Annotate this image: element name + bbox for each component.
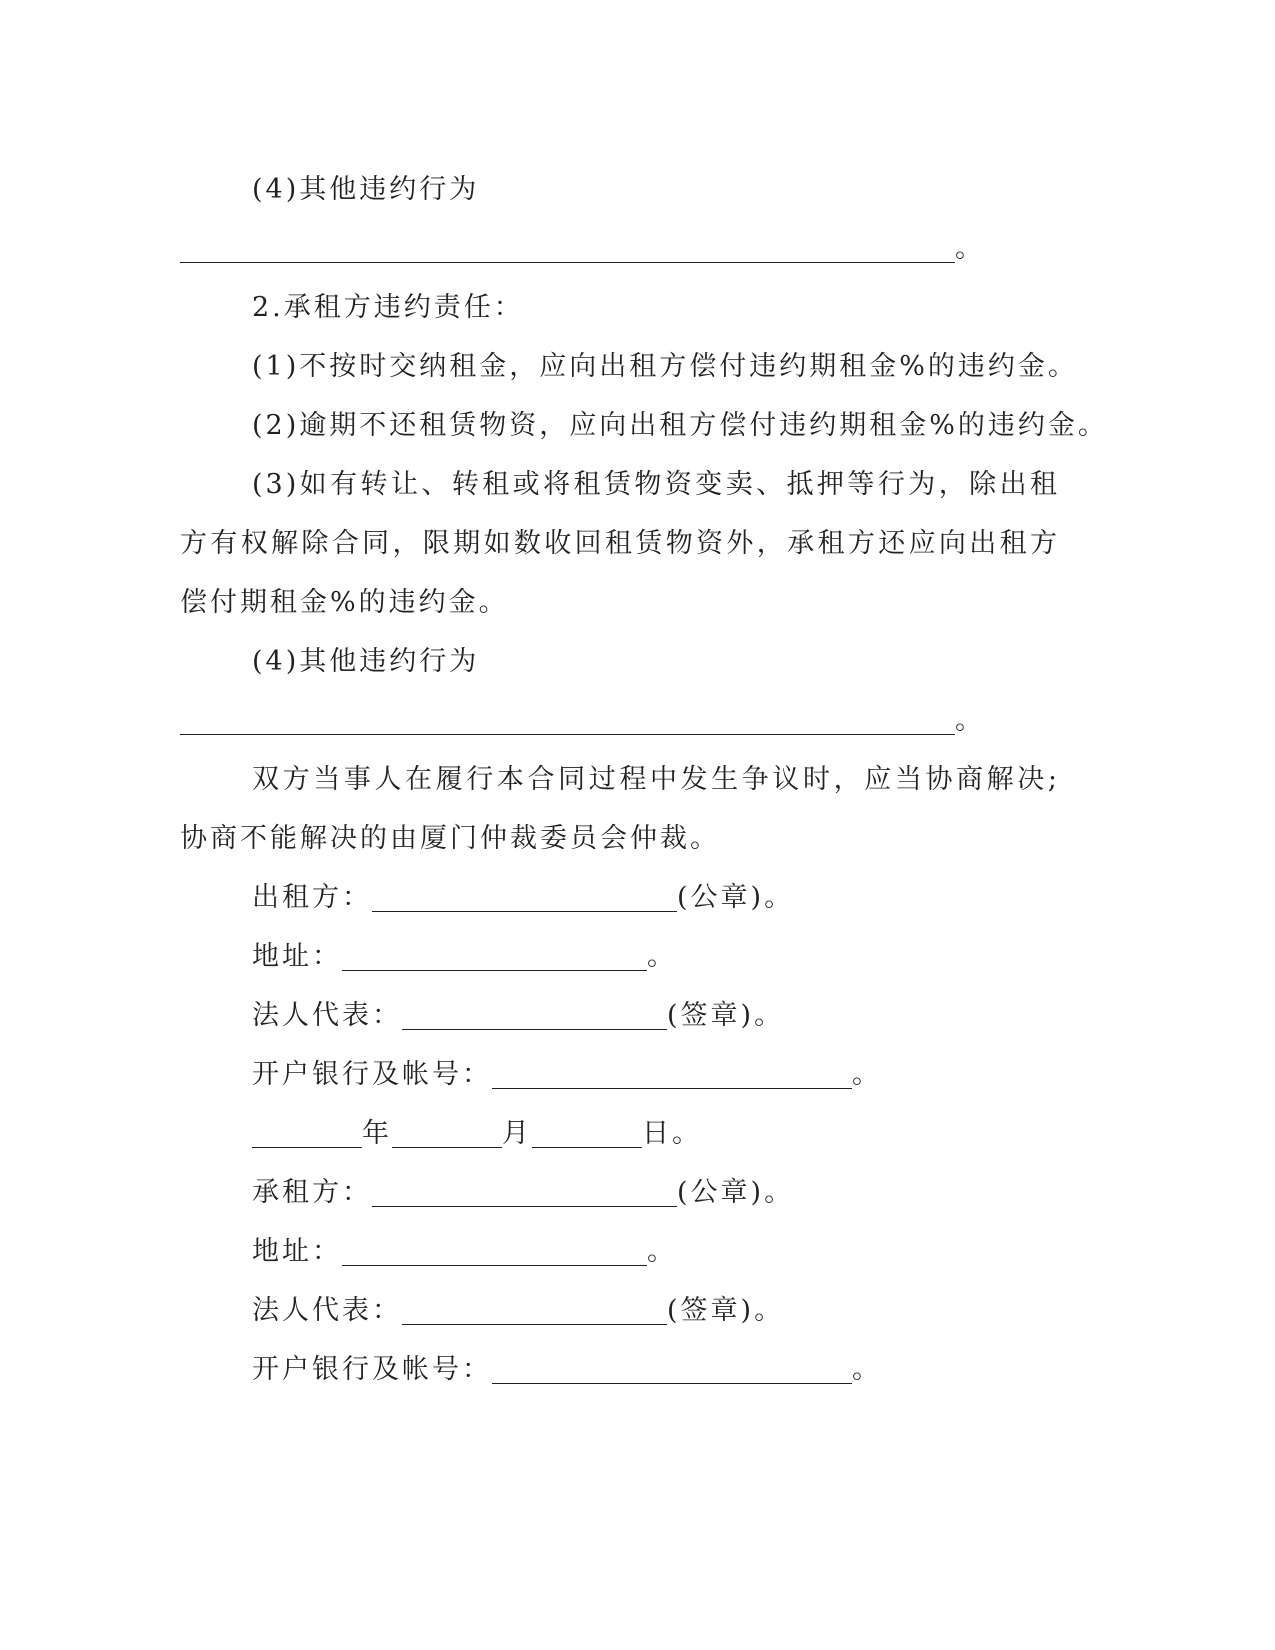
lessee-rep-line [180,1281,1060,1340]
document-body [180,160,1108,1399]
bank-label: 开户银行及帐号： [252,1059,492,1090]
lessor-address-field[interactable] [342,940,647,971]
lessor-label: 出租方： [252,882,372,913]
year-label: 年 [362,1118,392,1149]
lessor-address-line [180,927,1060,986]
lessor-rep-field[interactable] [402,999,667,1030]
day-label: 日。 [642,1118,702,1149]
blank-line-2 [180,691,1060,750]
rep-label: 法人代表： [252,1295,402,1326]
lessee-item-1: (1)不按时交纳租金，应向出租方偿付违约期租金%的违约金。 [252,351,1078,382]
lessor-rep-line [180,986,1060,1045]
address-label: 地址： [252,941,342,972]
lessee-rep-field[interactable] [402,1294,667,1325]
seal-note: (公章)。 [677,882,795,913]
dispute-clause: 双方当事人在履行本合同过程中发生争议时，应当协商解决;协商不能解决的由厦门仲裁委员会仲裁。 [180,764,1060,854]
month-field[interactable] [392,1117,502,1148]
lessee-item-4: (4)其他违约行为 [252,646,480,677]
blank-line-1 [180,219,1060,278]
period: 。 [647,1236,677,1267]
rep-label: 法人代表： [252,1000,402,1031]
period: 。 [852,1354,882,1385]
lessee-name-field[interactable] [372,1176,677,1207]
lessor-bank-field[interactable] [492,1058,852,1089]
period: 。 [955,233,985,264]
address-label: 地址： [252,1236,342,1267]
lessor-bank-line [180,1045,1060,1104]
month-label: 月 [502,1118,532,1149]
bank-label: 开户银行及帐号： [252,1354,492,1385]
lessee-bank-line [180,1340,1060,1399]
lessor-name-field[interactable] [372,881,677,912]
fill-in-blank[interactable] [180,232,955,263]
lessee-address-line [180,1222,1060,1281]
day-field[interactable] [532,1117,642,1148]
lessee-bank-field[interactable] [492,1353,852,1384]
seal-note: (公章)。 [677,1177,795,1208]
lessee-item-2: (2)逾期不还租赁物资，应向出租方偿付违约期租金%的违约金。 [252,410,1108,441]
period: 。 [852,1059,882,1090]
lessee-party-line [180,1163,1060,1222]
sign-note: (签章)。 [667,1000,785,1031]
fill-in-blank[interactable] [180,704,955,735]
section-heading-lessee-liability: 2.承租方违约责任： [252,292,524,323]
lessee-address-field[interactable] [342,1235,647,1266]
sign-note: (签章)。 [667,1295,785,1326]
period: 。 [647,941,677,972]
lessor-other-breach-item: (4)其他违约行为 [252,174,480,205]
year-field[interactable] [252,1117,362,1148]
date-line [180,1104,1060,1163]
lessee-label: 承租方： [252,1177,372,1208]
lessee-item-3: (3)如有转让、转租或将租赁物资变卖、抵押等行为，除出租方有权解除合同，限期如数收回租赁物资外，承租方还应向出租方偿付期租金%的违约金。 [180,469,1060,618]
period: 。 [955,705,985,736]
lessor-party-line [180,868,1060,927]
